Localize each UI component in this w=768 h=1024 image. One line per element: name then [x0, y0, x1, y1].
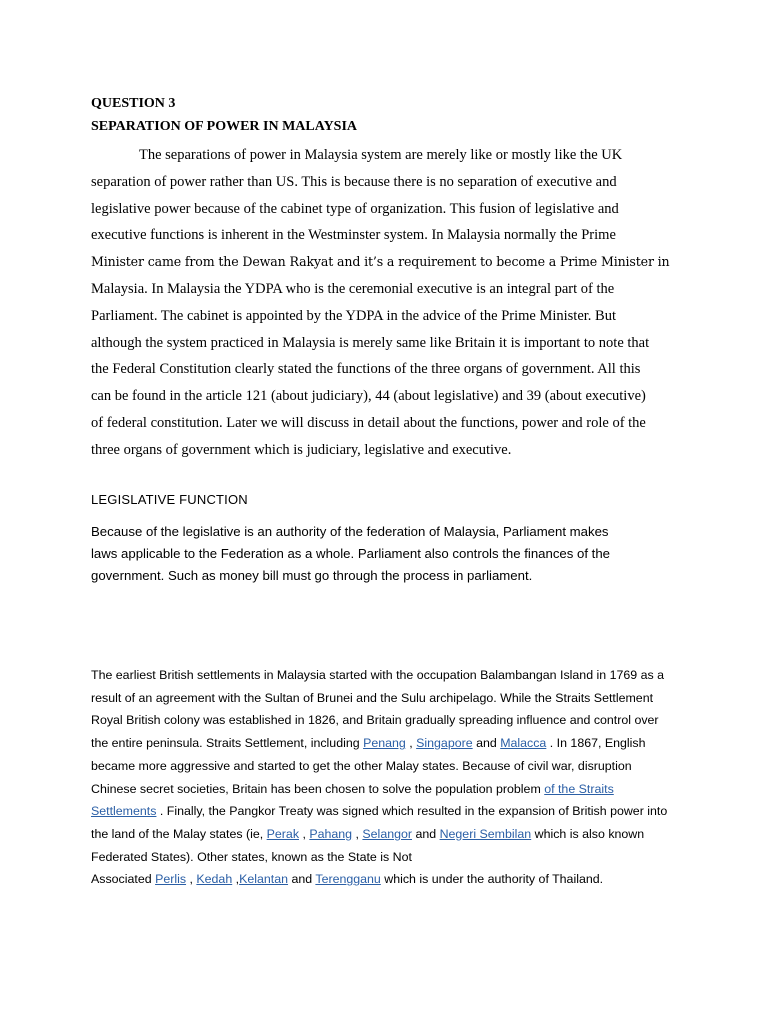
history-text: Chinese secret societies, Britain has been chosen to solve the population problem — [91, 781, 545, 796]
history-text: and — [472, 736, 501, 751]
question-number: QUESTION 3 — [91, 96, 176, 111]
intro-line: Parliament. The cabinet is appointed by the YDPA in the advice of the Prime Minister. But — [91, 307, 617, 324]
link-perlis[interactable]: Perlis — [155, 872, 187, 887]
history-paragraph — [91, 664, 691, 891]
question-title: SEPARATION OF POWER IN MALAYSIA — [91, 119, 358, 134]
history-text: , — [186, 872, 197, 887]
intro-paragraph — [91, 142, 671, 464]
history-text: , — [232, 872, 240, 887]
intro-line: Minister came from the Dewan Rakyat and it’s a requirement to become a Prime Minister in — [91, 254, 670, 270]
legislative-heading: LEGISLATIVE FUNCTION — [91, 492, 248, 507]
link-singapore[interactable]: Singapore — [416, 736, 473, 751]
legislative-line: government. Such as money bill must go through the process in parliament. — [91, 568, 533, 583]
history-line — [91, 778, 691, 801]
history-text: . Finally, the Pangkor Treaty was signed which resulted in the expansion of British power into — [156, 804, 668, 819]
history-line: result of an agreement with the Sultan of Brunei and the Sulu archipelago. While the Straits Settlement — [91, 690, 654, 705]
history-line — [91, 732, 691, 755]
intro-line: three organs of government which is judiciary, legislative and executive. — [91, 441, 512, 458]
intro-line: of federal constitution. Later we will discuss in detail about the functions, power and role of the — [91, 414, 646, 431]
intro-line: although the system practiced in Malaysia is merely same like Britain it is important to note that — [91, 334, 650, 351]
history-text: the entire peninsula. Straits Settlement, including — [91, 736, 364, 751]
intro-line: executive functions is inherent in the Westminster system. In Malaysia normally the Prime — [91, 227, 616, 244]
history-line — [91, 800, 691, 823]
legislative-line: laws applicable to the Federation as a whole. Parliament also controls the finances of the — [91, 546, 611, 561]
history-text: which is under the authority of Thailand. — [380, 872, 604, 887]
history-text: , — [405, 736, 417, 751]
link-kedah[interactable]: Kedah — [196, 872, 233, 887]
link-penang[interactable]: Penang — [363, 736, 406, 751]
legislative-paragraph — [91, 521, 671, 587]
link-negeri-sembilan[interactable]: Negeri Sembilan — [439, 826, 532, 841]
intro-line: The separations of power in Malaysia system are merely like or mostly like the UK — [139, 147, 623, 163]
history-text: . In 1867, English — [546, 736, 646, 751]
intro-line: separation of power rather than US. This is because there is no separation of executive and — [91, 173, 617, 190]
history-text: the land of the Malay states (ie, — [91, 826, 267, 841]
history-text: which is also known — [531, 826, 645, 841]
link-perak[interactable]: Perak — [266, 826, 300, 841]
history-line: Federated States). Other states, known as the State is Not — [91, 849, 412, 864]
history-text: , — [299, 826, 310, 841]
link-selangor[interactable]: Selangor — [362, 826, 413, 841]
history-line — [91, 823, 691, 846]
history-line: became more aggressive and started to get the other Malay states. Because of civil war, disruption — [91, 758, 632, 773]
link-straits-settlements[interactable]: of the Straits — [544, 781, 614, 796]
link-pahang[interactable]: Pahang — [309, 826, 353, 841]
history-text: and — [412, 826, 440, 841]
link-terengganu[interactable]: Terengganu — [315, 872, 381, 887]
history-line: The earliest British settlements in Malaysia started with the occupation Balambangan Island in 1769 as a — [91, 668, 665, 682]
intro-line: Malaysia. In Malaysia the YDPA who is the ceremonial executive is an integral part of the — [91, 280, 615, 297]
intro-line: can be found in the article 121 (about judiciary), 44 (about legislative) and 39 (about executive) — [91, 388, 646, 405]
history-line — [91, 868, 691, 891]
history-text: and — [288, 872, 316, 887]
link-straits-settlements[interactable]: Settlements — [91, 804, 157, 819]
history-line: Royal British colony was established in 1826, and Britain gradually spreading influence and control over — [91, 713, 659, 728]
intro-line: the Federal Constitution clearly stated the functions of the three organs of government. All this — [91, 361, 641, 378]
history-text: Associated — [91, 872, 156, 887]
legislative-line: Because of the legislative is an authority of the federation of Malaysia, Parliament makes — [91, 524, 609, 539]
history-text: , — [352, 826, 363, 841]
link-malacca[interactable]: Malacca — [500, 736, 547, 751]
link-kelantan[interactable]: Kelantan — [239, 872, 289, 887]
intro-line: legislative power because of the cabinet type of organization. This fusion of legislative and — [91, 200, 619, 217]
